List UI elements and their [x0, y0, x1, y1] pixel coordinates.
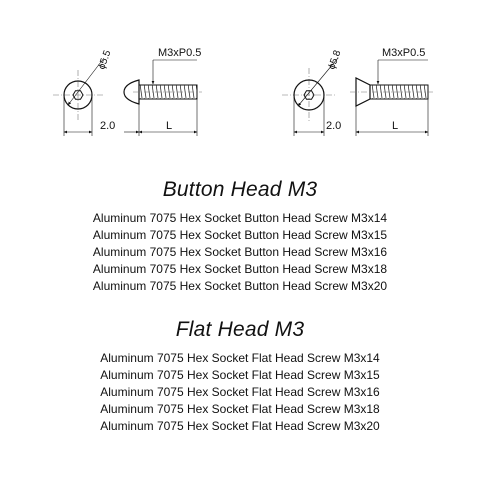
flat-head-title: Flat Head M3: [175, 318, 305, 341]
list-item: Aluminum 7075 Hex Socket Flat Head Screw M3x14: [100, 351, 380, 365]
button-head-height-label: 2.0: [100, 120, 116, 132]
button-head-diameter-label: ϕ5.5: [96, 48, 114, 72]
button-length-label: L: [166, 120, 173, 132]
list-item: Aluminum 7075 Hex Socket Button Head Screw M3x20: [92, 279, 388, 293]
flat-head-height-label: 2.0: [326, 120, 342, 132]
list-item: Aluminum 7075 Hex Socket Button Head Screw M3x16: [92, 245, 388, 259]
list-item: Aluminum 7075 Hex Socket Button Head Screw M3x18: [92, 262, 388, 276]
flat-head-diameter-label: ϕ5.8: [326, 48, 344, 72]
flat-thread-label: M3xP0.5: [382, 47, 426, 59]
button-thread-label: M3xP0.5: [158, 47, 202, 59]
flat-head-list: [0, 350, 480, 435]
flat-length-label: L: [392, 120, 399, 132]
flat-head-side-view: [326, 47, 433, 136]
list-item: Aluminum 7075 Hex Socket Button Head Screw M3x15: [92, 228, 388, 242]
button-head-list: [0, 210, 480, 295]
list-item: Aluminum 7075 Hex Socket Flat Head Screw M3x20: [100, 419, 380, 433]
list-item: Aluminum 7075 Hex Socket Flat Head Screw M3x18: [100, 402, 380, 416]
technical-drawings: [0, 0, 480, 150]
list-item: Aluminum 7075 Hex Socket Button Head Screw M3x14: [92, 211, 388, 225]
list-item: Aluminum 7075 Hex Socket Flat Head Screw M3x15: [100, 368, 380, 382]
button-head-side-view: [100, 47, 202, 136]
button-head-title: Button Head M3: [162, 178, 318, 201]
list-item: Aluminum 7075 Hex Socket Flat Head Screw M3x16: [100, 385, 380, 399]
